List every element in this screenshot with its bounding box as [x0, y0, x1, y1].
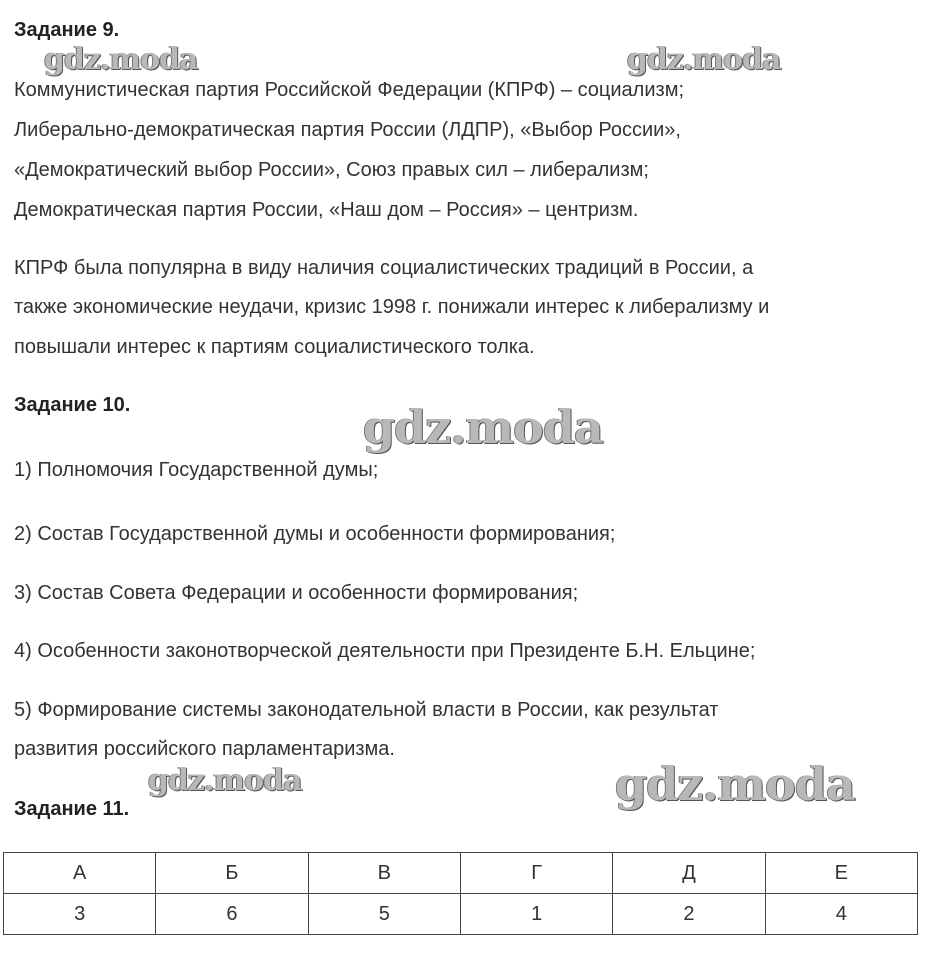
task10-item-4: 4) Особенности законотворческой деятельности при Президенте Б.Н. Ельцине; — [14, 640, 756, 662]
table-header-cell: В — [308, 853, 460, 894]
table-header-cell: Д — [613, 853, 765, 894]
watermark-3: gdz.moda — [363, 400, 603, 454]
table-cell: 6 — [156, 894, 308, 935]
task9-paragraph-line-1: КПРФ была популярна в виду наличия социалистических традиций в России, а — [14, 257, 754, 279]
task10-item-2: 2) Состав Государственной думы и особенности формирования; — [14, 523, 616, 545]
task9-paragraph-line-2: также экономические неудачи, кризис 1998 г. понижали интерес к либерализму и — [14, 296, 770, 318]
task9-line-4: Демократическая партия России, «Наш дом – Россия» – центризм. — [14, 199, 639, 221]
answers-table — [3, 852, 918, 935]
table-cell: 3 — [4, 894, 156, 935]
watermark-5: gdz.moda — [615, 757, 855, 811]
table-cell: 4 — [765, 894, 917, 935]
table-row — [4, 894, 918, 935]
task9-heading: Задание 9. — [14, 19, 120, 41]
task10-item-5-cont: развития российского парламентаризма. — [14, 738, 395, 760]
table-cell: 5 — [308, 894, 460, 935]
task9-line-1: Коммунистическая партия Российской Федерации (КПРФ) – социализм; — [14, 79, 684, 101]
task9-line-3: «Демократический выбор России», Союз правых сил – либерализм; — [14, 159, 649, 181]
task9-paragraph-line-3: повышали интерес к партиям социалистического толка. — [14, 336, 535, 358]
table-header-cell: А — [4, 853, 156, 894]
table-header-cell: Е — [765, 853, 917, 894]
table-header-cell: Б — [156, 853, 308, 894]
watermark-2: gdz.moda — [627, 42, 781, 77]
task9-line-2: Либерально-демократическая партия России (ЛДПР), «Выбор России», — [14, 119, 681, 141]
task10-item-3: 3) Состав Совета Федерации и особенности формирования; — [14, 582, 579, 604]
watermark-1: gdz.moda — [44, 42, 198, 77]
table-header-cell: Г — [460, 853, 612, 894]
task11-heading: Задание 11. — [14, 798, 130, 820]
task10-heading: Задание 10. — [14, 394, 131, 416]
table-header-row — [4, 853, 918, 894]
table-cell: 1 — [460, 894, 612, 935]
table-cell: 2 — [613, 894, 765, 935]
task10-item-1: 1) Полномочия Государственной думы; — [14, 459, 379, 481]
task10-item-5: 5) Формирование системы законодательной власти в России, как результат — [14, 699, 719, 721]
watermark-4: gdz.moda — [148, 763, 302, 798]
